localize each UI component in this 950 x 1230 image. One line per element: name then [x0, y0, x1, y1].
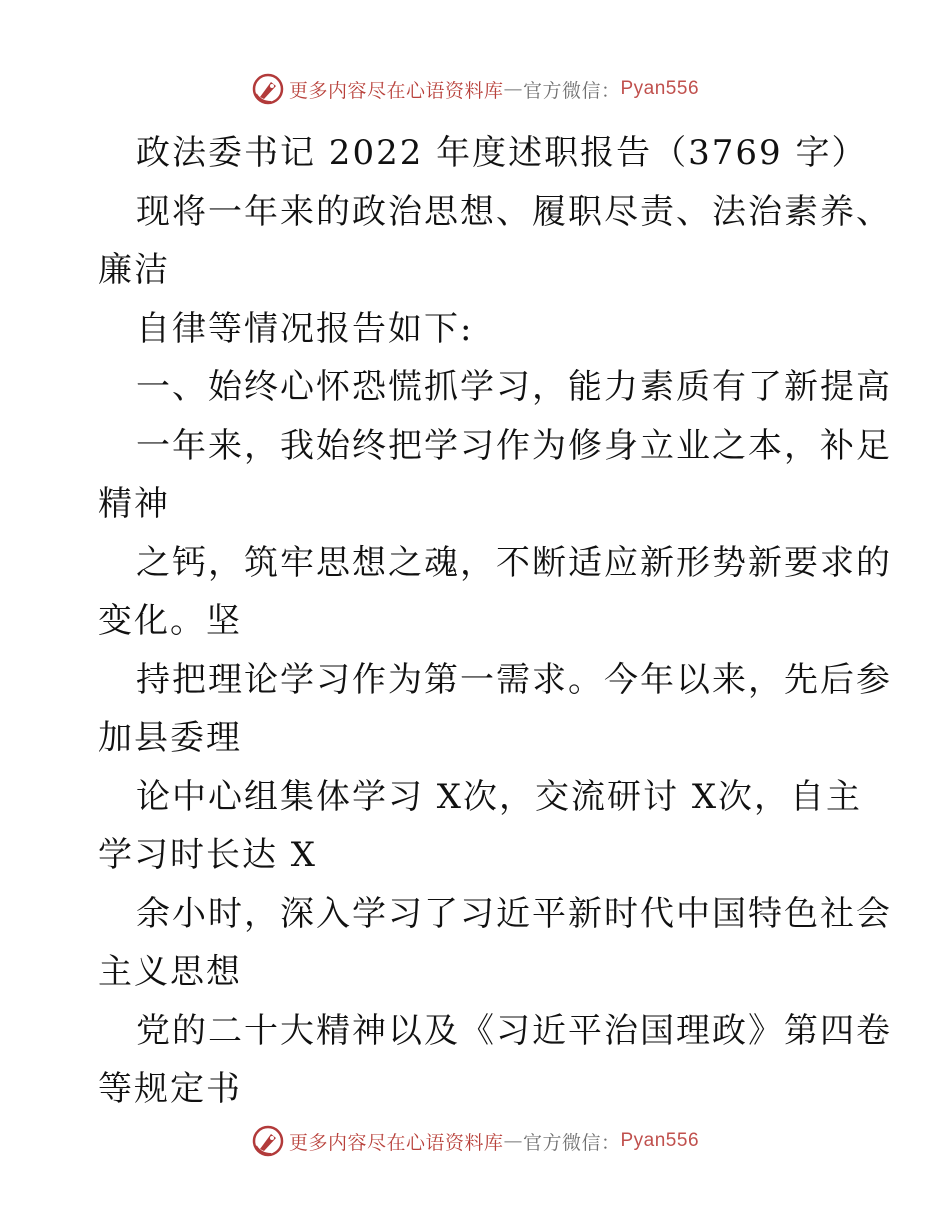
text-line: 廉洁	[98, 250, 170, 290]
text-line: 自律等情况报告如下:	[136, 308, 474, 349]
text-line: 一年来，我始终把学习作为修身立业之本，补足	[136, 425, 892, 466]
text-line: 现将一年来的政治思想、履职尽责、法治素养、	[136, 191, 892, 232]
watermark-separator: —	[503, 78, 523, 100]
document-body	[98, 124, 892, 1119]
text-line: 变化。坚	[98, 601, 242, 641]
text-line: 之钙，筑牢思想之魂，不断适应新形势新要求的	[136, 542, 892, 583]
text-line: 论中心组集体学习 X次，交流研讨 X次，自主	[136, 776, 863, 817]
watermark-label: 官方微信：	[522, 1131, 621, 1154]
text-line: 一、始终心怀恐慌抓学习，能力素质有了新提高	[136, 367, 892, 407]
watermark-main-text: 更多内容尽在心语资料库	[288, 1131, 504, 1154]
watermark-label: 官方微信：	[522, 79, 621, 102]
watermark-separator: —	[503, 1130, 523, 1152]
watermark-wechat-id: Pyan556	[620, 78, 700, 99]
pen-nib-logo-icon	[251, 1124, 285, 1158]
header-watermark	[0, 72, 950, 106]
text-line: 精神	[98, 484, 170, 524]
text-line: 主义思想	[98, 952, 242, 992]
text-line: 加县委理	[98, 718, 242, 758]
text-line: 学习时长达 X	[98, 835, 318, 875]
text-line: 等规定书	[98, 1069, 242, 1109]
watermark-wechat-id: Pyan556	[620, 1130, 700, 1151]
text-line: 党的二十大精神以及《习近平治国理政》第四卷	[136, 1010, 892, 1051]
pen-nib-logo-icon	[251, 72, 285, 106]
text-line: 政法委书记 2022 年度述职报告（3769 字）	[136, 133, 868, 173]
footer-watermark	[0, 1124, 950, 1158]
text-line: 持把理论学习作为第一需求。今年以来，先后参	[136, 659, 892, 700]
text-line: 余小时，深入学习了习近平新时代中国特色社会	[136, 893, 892, 934]
watermark-main-text: 更多内容尽在心语资料库	[288, 79, 504, 102]
